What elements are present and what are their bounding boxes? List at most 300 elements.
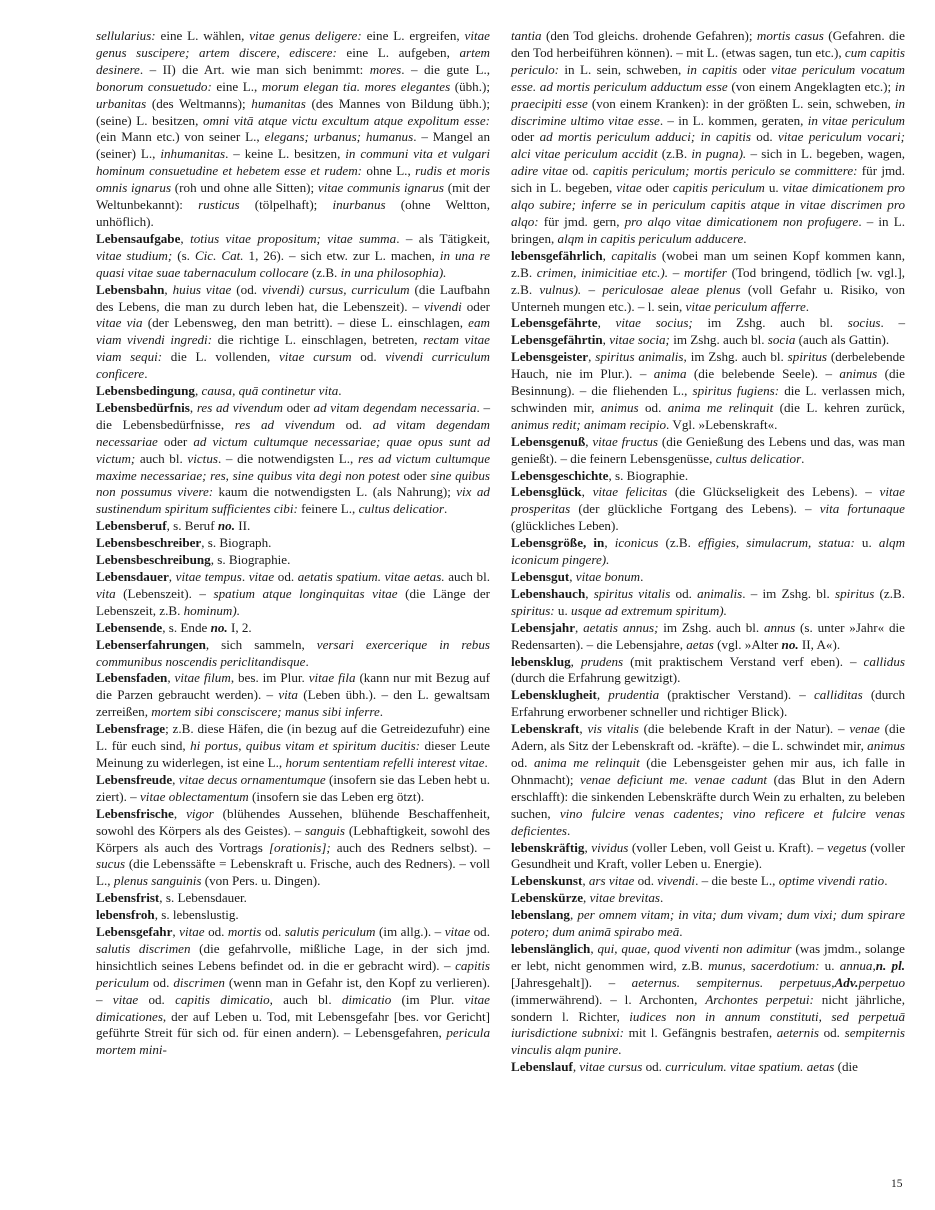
dictionary-entry: [511, 434, 905, 468]
entry-text: venae deficiunt me. venae cadunt: [580, 771, 768, 787]
entry-text: annua,: [839, 957, 876, 973]
entry-text: ,: [602, 247, 612, 263]
entry-text: ,: [569, 907, 578, 923]
dictionary-entry: [96, 924, 490, 1059]
entry-text: ad vitam degendam necessariae: [96, 416, 491, 449]
entry-text: (die L. kehren zurück,: [773, 399, 905, 415]
entry-text: ad mortis periculum adduci; in capitis: [539, 129, 751, 145]
entry-text: . – keine L. besitzen,: [225, 146, 346, 162]
entry-text: vivendi: [423, 298, 462, 314]
entry-text: ,: [604, 535, 615, 551]
dictionary-entry: [511, 569, 905, 586]
entry-text: kaum die notwendigsten L. (als Nahrung);: [213, 484, 457, 500]
entry-text: per omnem vitam; in vita; dum vivam; dum vixi; dum spirare potero; dum animā spirabo meā: [511, 907, 906, 940]
entry-headword: Lebensbedürfnis: [96, 399, 190, 415]
entry-text: , s. Biographie.: [210, 552, 291, 568]
entry-text: . –: [880, 315, 906, 331]
entry-text: vitae brevitas: [589, 890, 660, 906]
entry-text: vitae periculum vocatum esse. ad mortis periculum adductum esse: [511, 61, 905, 94]
entry-text: (derbelebende Hauch, nie im Plur.). –: [511, 349, 905, 382]
entry-text: vitae filum: [174, 670, 231, 686]
entry-text: .: [884, 873, 888, 889]
entry-text: mortis: [227, 924, 262, 940]
entry-text: .: [567, 822, 571, 838]
dictionary-entry: [96, 907, 490, 924]
entry-text: vitae: [112, 991, 139, 1007]
entry-text: periculosae aleae plenus: [602, 281, 741, 297]
dictionary-entry: [511, 468, 905, 485]
entry-text: (den Tod gleichs. drohende Gefahren);: [541, 28, 757, 43]
dictionary-entry: [96, 670, 490, 721]
dictionary-entry: [511, 687, 905, 721]
entry-text: vitae fila: [308, 670, 356, 686]
entry-text: od.: [334, 416, 373, 432]
entry-text: bonorum consuetudo:: [96, 78, 212, 94]
dictionary-entry: [511, 484, 905, 535]
entry-text: res ad vivendum: [234, 416, 335, 432]
entry-text: oder: [282, 399, 314, 415]
entry-text: (blühendes Aussehen, blühende Beschaffenheit, sowohl des Körpers als des Geistes). –: [96, 805, 490, 838]
entry-text: (die Glückseligkeit des Lebens). –: [667, 484, 880, 500]
entry-headword: lebenslang: [511, 907, 570, 923]
entry-text: (die Lebensgeister gehen mir aus, ich falle in Ohnmacht);: [511, 754, 905, 787]
dictionary-entry: [511, 840, 905, 874]
entry-text: (des Mannes von Bildung übh.); (seine) L. besitzen,: [96, 95, 491, 128]
entry-text: cum capitis periculo:: [511, 44, 905, 77]
dictionary-entry: [96, 637, 490, 671]
entry-text: sellularius:: [96, 28, 156, 43]
entry-text: spatium atque longinquitas vitae: [213, 585, 398, 601]
entry-text: od.: [750, 129, 778, 145]
dictionary-entry: [96, 400, 490, 518]
entry-text: (roh und ohne alle Sitten);: [171, 180, 318, 196]
entry-text: plenus sanguinis: [113, 873, 202, 889]
entry-text: socius: [847, 315, 881, 331]
entry-text: .: [144, 366, 148, 382]
entry-text: , s. Biograph.: [201, 535, 272, 551]
entry-headword: Lebensaufgabe: [96, 230, 181, 246]
entry-text: omni vitā atque victu excultum atque expolitum esse:: [203, 112, 491, 128]
entry-text: causa, quā continetur vita: [201, 383, 339, 399]
entry-text: (im allg.). –: [375, 924, 445, 940]
entry-text: vitae communis ignarus: [317, 180, 444, 196]
entry-text: eine L. ergreifen,: [361, 28, 465, 43]
entry-headword: Lebensfaden: [96, 670, 168, 686]
entry-text: (mit der Weltunbekannt):: [96, 180, 491, 213]
entry-text: feinere L.,: [297, 501, 359, 517]
entry-text: (durch die Erfahrung gewitzigt).: [511, 670, 681, 686]
entry-headword: Lebensgeschichte: [511, 467, 609, 483]
entry-text: animus: [839, 366, 878, 382]
entry-text: eine L. aufgeben,: [336, 44, 460, 60]
entry-headword: Lebensdauer: [96, 569, 169, 584]
entry-text: dimicatio: [341, 991, 392, 1007]
entry-text: no.: [210, 619, 228, 635]
entry-text: (z.B.: [308, 264, 341, 280]
entry-text: (von Pers. u. Dingen).: [201, 873, 321, 889]
entry-headword: lebenslänglich: [511, 940, 591, 956]
entry-text: (z.B.: [657, 146, 692, 162]
entry-text: ,: [602, 332, 610, 348]
entry-text: vitae tempus: [175, 569, 242, 584]
entry-headword: Lebenserfahrungen: [96, 636, 206, 652]
entry-headword: Lebensbahn: [96, 281, 165, 297]
dictionary-entry: [511, 721, 905, 839]
entry-headword: Lebensglück: [511, 484, 582, 500]
entry-text: vivendi: [657, 873, 696, 889]
entry-text: totius vitae propositum; vitae summa: [190, 230, 397, 246]
entry-text: vitae: [444, 924, 471, 940]
entry-text: vis vitalis: [587, 721, 639, 737]
entry-text: vitae decus ornamentumque: [178, 771, 326, 787]
left-column: [96, 28, 490, 1059]
entry-headword: Lebenskürze: [511, 890, 584, 906]
entry-text: spiritus: [835, 585, 875, 601]
entry-text: no.: [217, 518, 235, 534]
entry-text: .: [241, 569, 249, 584]
entry-text: (die Länge der Lebenszeit, z.B.: [96, 585, 490, 618]
entry-text: callidus: [863, 653, 905, 669]
entry-headword: Lebenshauch: [511, 585, 586, 601]
entry-text: ,: [596, 687, 609, 703]
entry-text: vitae prosperitas: [511, 484, 905, 517]
entry-text: ad victum cultumque necessariae; quae opus sunt ad victum;: [96, 433, 490, 466]
entry-text: aetatis annus;: [583, 619, 659, 635]
entry-text: res ad victum cultumque maxime necessariae; res, sine quibus vita degi non potest: [96, 450, 491, 483]
entry-text: iudices non in annum constituti, sed perpetuā iurisdictione subnixi:: [511, 1008, 905, 1041]
dictionary-entry: [511, 315, 905, 349]
entry-headword: Lebensfrische: [96, 805, 174, 821]
entry-text: inurbanus: [332, 197, 386, 213]
entry-headword: Lebensgeister: [511, 349, 589, 365]
entry-text: (kann nur mit Bezug auf die Parzen gebraucht werden). –: [96, 670, 491, 703]
entry-text: animus redit; animam recipio: [511, 416, 667, 432]
entry-headword: Lebensfrage: [96, 721, 166, 737]
entry-text: ,: [581, 484, 593, 500]
entry-text: rusticus: [198, 197, 240, 213]
entry-headword: lebensfroh: [96, 907, 155, 923]
entry-text: anima me relinquit: [533, 754, 640, 770]
entry-text: animalis: [697, 585, 743, 601]
entry-text: od.: [511, 754, 534, 770]
entry-text: capitis periculum: [672, 180, 765, 196]
entry-text: vitae felicitas: [592, 484, 668, 500]
entry-text: eam viam vivendi ingredi:: [96, 315, 490, 348]
entry-text: (glückliches Leben).: [511, 518, 619, 534]
entry-text: ohne L.,: [362, 163, 416, 179]
entry-text: .: [801, 450, 805, 466]
dictionary-entry: [96, 535, 490, 552]
entry-text: 1, 26). – sich etw. zur L. machen,: [243, 247, 440, 263]
entry-text: ad vitam degendam necessaria: [313, 399, 477, 415]
entry-text: , s. Ende: [162, 619, 211, 635]
entry-text: ,: [569, 569, 576, 584]
entry-text: vitae periculum vocari; alci vitae periculum accidit: [511, 129, 905, 162]
entry-text: od.: [470, 924, 490, 940]
entry-text: vitae genus suscipere; artem discere, ediscere:: [96, 28, 490, 60]
entry-text: salutis periculum: [284, 924, 376, 940]
entry-text: sanguis: [305, 822, 346, 838]
entry-text: usque ad extremum spiritum).: [571, 602, 727, 618]
entry-text: (die Laufbahn des Lebens, die man zu durch leben hat, die Lebenszeit). –: [96, 281, 490, 314]
entry-text: ,: [164, 281, 173, 297]
entry-text: capitis dimicatio,: [175, 991, 273, 1007]
entry-text: vigor: [186, 805, 214, 821]
entry-text: perpetuo: [858, 974, 905, 990]
dictionary-entry: [511, 890, 905, 907]
entry-text: (wobei man um seinen Kopf kommen kann, z.B.: [511, 247, 905, 280]
entry-text: . – Mangel an (seiner) L.,: [96, 129, 491, 162]
entry-headword: Lebensfrist: [96, 890, 160, 906]
entry-text: u.: [854, 535, 879, 551]
entry-text: auch bl.: [272, 991, 342, 1007]
entry-text: . – als Tätigkeit,: [396, 230, 490, 246]
entry-text: – sich in L. begeben, wagen,: [746, 146, 906, 162]
entry-text: ,: [590, 940, 598, 956]
dictionary-entry: [96, 282, 490, 383]
entry-text: vix ad sustinendum spiritum sufficientes cibi:: [96, 484, 490, 517]
dictionary-entry: [511, 1059, 905, 1076]
entry-text: (voller Gesundheit und Kraft, voller Leben u. Energie).: [511, 839, 905, 872]
entry-text: .: [743, 230, 747, 246]
entry-text: versari exercerique in rebus communibus noscendis periclitandisque: [96, 636, 490, 669]
dictionary-entry: [96, 518, 490, 535]
entry-text: (voll Gefahr u. Risiko, von Unterneh mungen etc.). – l. sein,: [511, 281, 905, 314]
entry-text: (übh.);: [450, 78, 490, 94]
entry-text: , s. lebenslustig.: [154, 907, 239, 923]
entry-text: od.: [261, 924, 285, 940]
entry-text: II.: [234, 518, 251, 534]
entry-text: ,: [585, 433, 593, 449]
entry-text: capitalis: [611, 247, 657, 263]
entry-text: vitae dimicationes: [96, 991, 490, 1024]
dictionary-entry: [96, 552, 490, 569]
entry-text: Adv.: [834, 974, 859, 990]
entry-text: anima: [653, 366, 687, 382]
entry-text: . – die notwendigsten L.,: [217, 450, 358, 466]
entry-text: (der Lebensweg, den man betritt). – diese L. einschlagen,: [142, 315, 469, 331]
dictionary-entry: [511, 28, 905, 248]
entry-text: [Jahresgehalt]). –: [511, 974, 632, 990]
entry-text: (im Plur.: [391, 991, 465, 1007]
entry-text: , s. Lebensdauer.: [159, 890, 247, 906]
dictionary-entry: [96, 620, 490, 637]
entry-text: .: [305, 653, 309, 669]
entry-text: od.: [567, 163, 593, 179]
entry-text: (durch Erfahrung erworbener schneller und richtiger Blick).: [511, 687, 905, 720]
entry-text: rudis et moris omnis ignarus: [96, 163, 490, 196]
entry-text: (Leben übh.). – den L. gewaltsam zerreißen,: [96, 687, 490, 720]
entry-text: vivendi) cursus, curriculum: [261, 281, 410, 297]
entry-text: alqm iconicum pingere).: [511, 535, 906, 568]
entry-text: mores: [369, 61, 402, 77]
entry-text: (Gefahren. die den Tod herbeiführen können). – mit L. (etwas sagen, tun etc.),: [511, 28, 905, 60]
entry-text: capitis periculum: [96, 957, 490, 990]
entry-text: (der glückliche Fortgang des Lebens). –: [570, 501, 820, 517]
entry-text: (des Weltmanns);: [146, 95, 252, 111]
entry-text: ,: [172, 924, 180, 940]
entry-text: (die belebende Kraft in der Natur). –: [638, 721, 850, 737]
entry-text: (die belebende Seele). –: [686, 366, 840, 382]
entry-text: (die: [834, 1059, 858, 1075]
entry-text: . – in L. kommen, geraten,: [659, 112, 808, 128]
entry-text: (ohne Weltton, unhöflich).: [96, 197, 490, 229]
page-number: 15: [891, 1178, 903, 1190]
dictionary-entry: [96, 231, 490, 282]
entry-text: , bes. im Plur.: [230, 670, 309, 686]
entry-text: in pugna).: [691, 146, 747, 162]
entry-text: eine L. wählen,: [155, 28, 250, 43]
entry-text: für jmd. sich in L. begeben,: [511, 163, 905, 196]
entry-text: vitae socia;: [609, 332, 670, 348]
entry-text: pro alqo vitae dimicationem non profugere: [624, 213, 859, 229]
entry-text: (voller Leben, voll Geist u. Kraft). –: [628, 839, 828, 855]
entry-text: mortifer: [683, 264, 727, 280]
entry-text: in vitae periculum: [807, 112, 905, 128]
entry-headword: Lebensklugheit: [511, 687, 597, 703]
entry-text: ,: [575, 619, 584, 635]
entry-text: od.: [138, 991, 176, 1007]
entry-headword: Lebenskraft: [511, 721, 580, 737]
entry-text: n. pl.: [875, 957, 905, 973]
entry-text: die L. verlassen mich, schwinden mir,: [511, 383, 905, 415]
entry-text: vita: [96, 585, 116, 601]
entry-text: .: [338, 383, 342, 399]
entry-text: für jmd. gern,: [538, 213, 625, 229]
entry-text: od.: [638, 399, 668, 415]
entry-text: ,: [194, 383, 202, 399]
entry-text: vividus: [591, 839, 629, 855]
entry-text: ,: [172, 771, 179, 787]
entry-text: pericula mortem mini-: [96, 1025, 490, 1058]
entry-text: (Tod bringend, tödlich [w. vgl.], z.B.: [511, 264, 905, 297]
entry-text: , s. Beruf: [166, 518, 218, 534]
entry-text: artem desinere: [96, 44, 490, 77]
entry-text: animus: [867, 738, 906, 754]
entry-text: dieser Leute Meinung zu widerlegen, ist eine L.,: [96, 738, 490, 770]
entry-text: (insofern sie das Leben hebt u. ziert). –: [96, 771, 490, 804]
entry-headword: Lebensgefährte: [511, 315, 598, 331]
entry-text: vitae cursum: [278, 349, 352, 365]
entry-text: (mit praktischem Verstand verf eben). –: [623, 653, 864, 669]
entry-text: im Zshg. auch bl.: [692, 315, 848, 331]
entry-text: animus: [600, 399, 639, 415]
entry-text: inhumanitas: [160, 146, 226, 162]
entry-text: vitae: [248, 569, 275, 584]
entry-text: vitae periculum afferre: [685, 298, 806, 314]
entry-text: elegans; urbanus; humanus: [264, 129, 414, 145]
entry-text: .: [444, 501, 448, 517]
entry-text: auch bl.: [135, 450, 188, 466]
entry-text: aeternis: [776, 1025, 819, 1041]
entry-text: .: [805, 298, 810, 314]
entry-text: vita fortunaque: [819, 501, 905, 517]
dictionary-entry: [96, 569, 490, 620]
entry-text: .: [640, 569, 644, 584]
entry-text: [orationis];: [268, 839, 331, 855]
entry-text: mit l. Gefängnis bestrafen,: [624, 1025, 777, 1041]
entry-text: u.: [764, 180, 783, 196]
entry-text: morum elegan tia. mores elegantes: [261, 78, 451, 94]
entry-text: victus: [187, 450, 218, 466]
entry-text: spiritus:: [511, 602, 555, 618]
entry-text: no.: [781, 636, 799, 652]
entry-text: anima me relinquit: [667, 399, 774, 415]
entry-text: spiritus fugiens:: [692, 383, 780, 399]
entry-text: (z.B.: [874, 585, 905, 601]
entry-text: im Zshg. auch bl.: [658, 619, 764, 635]
dictionary-entry: [511, 620, 905, 654]
entry-text: in una philosophia).: [340, 264, 447, 280]
entry-text: sine quibus non possumus vivere:: [96, 467, 490, 500]
entry-text: die richtige L. einschlagen, betreten,: [212, 332, 424, 348]
entry-text: sucus: [96, 856, 126, 872]
entry-text: ars vitae: [588, 873, 635, 889]
entry-text: Archontes perpetui:: [705, 991, 814, 1007]
entry-text: ,: [584, 839, 592, 855]
entry-text: vitae genus deligere:: [249, 28, 362, 43]
entry-text: od.: [149, 974, 174, 990]
entry-text: (Lebhaftigkeit, sowohl des Körpers als auch des Vortrags: [96, 822, 490, 855]
entry-text: ,: [588, 349, 596, 365]
entry-text: ,: [167, 670, 175, 686]
entry-text: oder: [157, 433, 194, 449]
entry-text: (s. unter »Jahr« die Redensarten). – die Lebensjahre,: [511, 619, 905, 652]
entry-text: prudens: [580, 653, 624, 669]
entry-text: effigies, simulacrum, statua:: [698, 535, 855, 551]
entry-text: (vgl. »Alter: [713, 636, 782, 652]
entry-text: salutis discrimen: [96, 940, 191, 956]
entry-text: munus, sacerdotium:: [708, 957, 820, 973]
entry-text: (immerwährend). – l. Archonten,: [511, 991, 706, 1007]
entry-text: adire vitae: [511, 163, 568, 179]
entry-text: calliditas: [813, 687, 863, 703]
entry-text: oder: [511, 129, 540, 145]
entry-text: ,: [572, 1059, 580, 1075]
entry-text: oder: [737, 61, 772, 77]
entry-text: die L. vollenden,: [162, 349, 279, 365]
entry-headword: Lebensgut: [511, 569, 570, 584]
entry-text: . – im Zshg. bl.: [742, 585, 835, 601]
entry-text: Cic. Cat.: [194, 247, 244, 263]
entry-text: vegetus: [827, 839, 867, 855]
entry-text: vitae oblectamentum: [140, 788, 249, 804]
entry-text: curriculum. vitae spatium. aetas: [665, 1059, 835, 1075]
entry-text: . – II) die Art. wie man sich benimmt:: [139, 61, 370, 77]
entry-headword: Lebensgenuß: [511, 433, 586, 449]
entry-text: discrimen: [173, 974, 225, 990]
entry-text: .: [484, 754, 488, 770]
entry-text: res ad vivendum: [196, 399, 283, 415]
entry-text: hi portus, quibus vitam et spiritum ducitis:: [190, 738, 421, 754]
entry-text: ,: [180, 230, 191, 246]
entry-text: u.: [819, 957, 840, 973]
entry-text: humanitas: [251, 95, 306, 111]
entry-text: (von einem Angeklagten etc.);: [727, 78, 895, 94]
entry-text: vitae studium;: [96, 247, 173, 263]
dictionary-entry: [511, 248, 905, 316]
entry-text: od.: [351, 349, 386, 365]
entry-text: optime vivendi ratio: [778, 873, 885, 889]
entry-text: ,: [570, 653, 581, 669]
entry-headword: Lebensbeschreibung: [96, 552, 211, 568]
entry-text: (was jmdm., solange er lebt, nicht genommen wird, z.B.: [511, 940, 905, 973]
entry-text: ,: [583, 890, 590, 906]
entry-text: vitae dimicationem pro alqo subire; inferre se in periculum capitis atque in vitae discrimen pro alqo:: [511, 180, 905, 229]
entry-headword: Lebensbedingung: [96, 383, 195, 399]
entry-text: vitae socius;: [615, 315, 693, 331]
entry-text: urbanitas: [96, 95, 147, 111]
